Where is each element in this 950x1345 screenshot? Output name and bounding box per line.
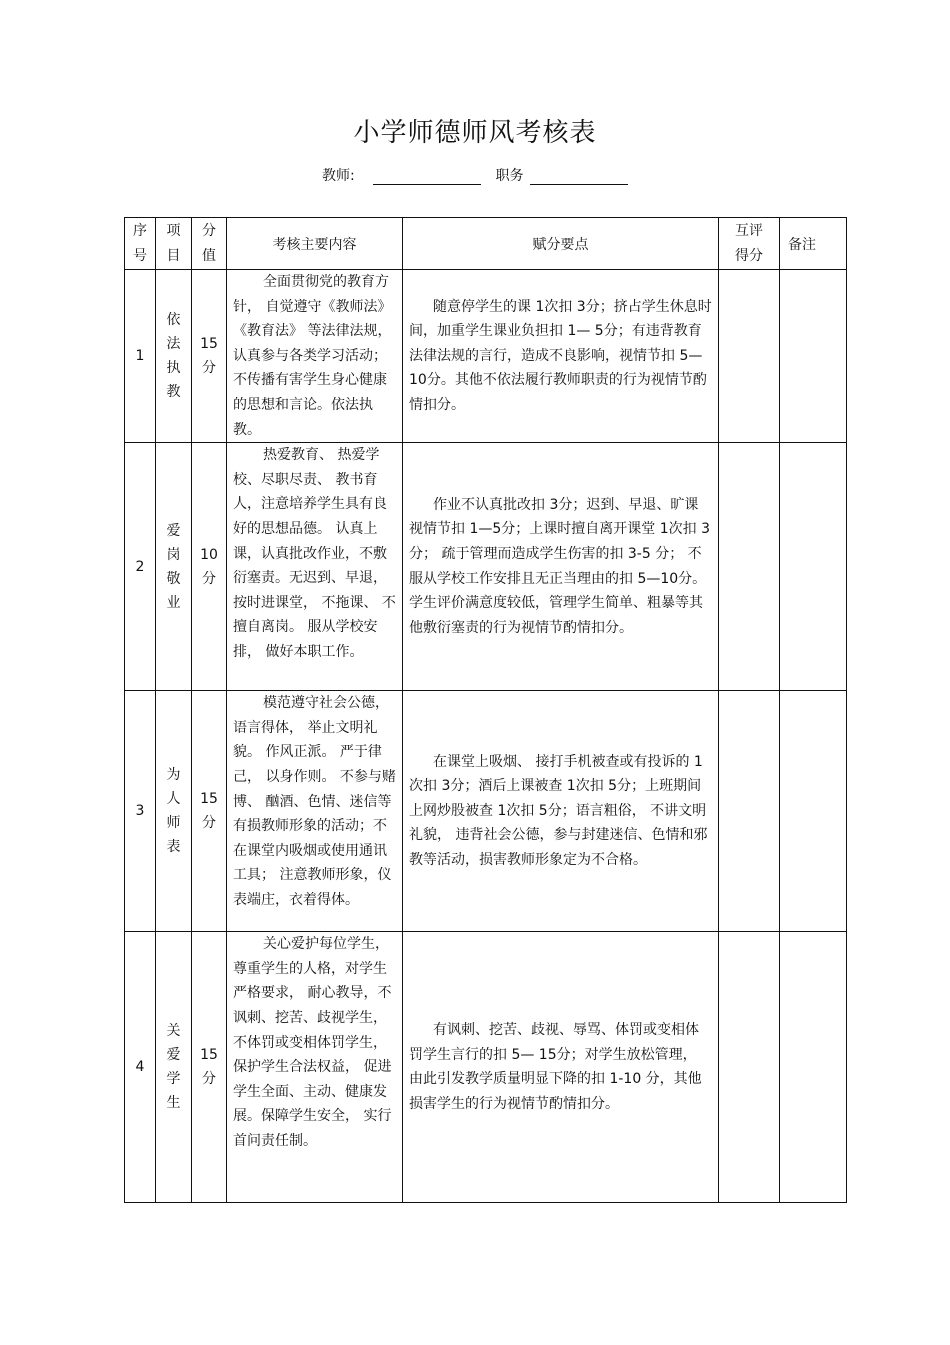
header-points: 赋分要点 xyxy=(403,218,719,270)
header-item: 项 目 xyxy=(156,218,192,270)
row-peer-score xyxy=(719,691,780,932)
row-points: 有讽刺、挖苦、歧视、辱骂、体罚或变相体罚学生言行的扣 5— 15分；对学生放松管理， 由此引发教学质量明显下降的扣 1-10 分，其他损害学生的行为视情节酌情扣分。 xyxy=(403,932,719,1203)
header-row xyxy=(125,218,847,270)
table-row xyxy=(125,443,847,691)
row-remark xyxy=(780,932,847,1203)
row-score: 10 分 xyxy=(192,443,227,691)
row-item: 为 人 师 表 xyxy=(156,691,192,932)
row-score: 15 分 xyxy=(192,691,227,932)
row-item: 爱 岗 敬 业 xyxy=(156,443,192,691)
row-points: 作业不认真批改扣 3分；迟到、早退、旷课视情节扣 1—5分；上课时擅自离开课堂 1次扣 3分； 疏于管理而造成学生伤害的扣 3-5 分； 不服从学校工作安排且无正当理由的扣 5—10分。学生评价满意度较低，管理学生简单、粗暴等其他敷衍塞责的行为视情节酌情扣分。 xyxy=(403,443,719,691)
row-number: 4 xyxy=(125,932,156,1203)
row-points: 在课堂上吸烟、 接打手机被查或有投诉的 1次扣 3分；酒后上课被查 1次扣 5分；上班期间上网炒股被查 1次扣 5分；语言粗俗， 不讲文明礼貌， 违背社会公德，参与封建迷信、色情和邪教等活动，损害教师形象定为不合格。 xyxy=(403,691,719,932)
row-item: 依 法 执 教 xyxy=(156,270,192,443)
row-content: 模范遵守社会公德，语言得体， 举止文明礼貌。 作风正派。 严于律己， 以身作则。 不参与赌博、 酗酒、色情、迷信等有损教师形象的活动；不在课堂内吸烟或使用通讯工具； 注意教师形象，仪表端庄，衣着得体。 xyxy=(227,691,403,932)
position-label: 职务 xyxy=(495,168,524,184)
header-score: 分 值 xyxy=(192,218,227,270)
row-content: 全面贯彻党的教育方针， 自觉遵守《教师法》《教育法》 等法律法规， 认真参与各类学习活动； 不传播有害学生身心健康的思想和言论。依法执教。 xyxy=(227,270,403,443)
table-row xyxy=(125,691,847,932)
assessment-table xyxy=(124,217,847,1203)
row-peer-score xyxy=(719,270,780,443)
row-item: 关 爱 学 生 xyxy=(156,932,192,1203)
row-number: 3 xyxy=(125,691,156,932)
header-peer-score: 互评 得分 xyxy=(719,218,780,270)
teacher-info-line xyxy=(0,165,950,185)
row-remark xyxy=(780,270,847,443)
header-content: 考核主要内容 xyxy=(227,218,403,270)
position-blank xyxy=(530,170,628,185)
header-remark: 备注 xyxy=(780,218,847,270)
page-title: 小学师德师风考核表 xyxy=(353,118,597,148)
row-number: 1 xyxy=(125,270,156,443)
row-remark xyxy=(780,691,847,932)
teacher-label: 教师: xyxy=(321,168,355,184)
header-no: 序 号 xyxy=(125,218,156,270)
row-peer-score xyxy=(719,932,780,1203)
row-points: 随意停学生的课 1次扣 3分；挤占学生休息时间，加重学生课业负担扣 1— 5分；有违背教育法律法规的言行，造成不良影响，视情节扣 5— 10分。其他不依法履行教师职责的行为视情节酌情扣分。 xyxy=(403,270,719,443)
row-peer-score xyxy=(719,443,780,691)
row-content: 关心爱护每位学生，尊重学生的人格，对学生严格要求， 耐心教导，不讽刺、挖苦、歧视学生， 不体罚或变相体罚学生， 保护学生合法权益， 促进学生全面、主动、健康发展。保障学生安全， 实行首问责任制。 xyxy=(227,932,403,1203)
row-score: 15 分 xyxy=(192,932,227,1203)
row-remark xyxy=(780,443,847,691)
row-score: 15 分 xyxy=(192,270,227,443)
table-row xyxy=(125,270,847,443)
row-content: 热爱教育、 热爱学校、尽职尽责、 教书育人，注意培养学生具有良好的思想品德。 认真上课，认真批改作业，不敷衍塞责。无迟到、早退， 按时进课堂， 不拖课、 不擅自离岗。 服从学校安排， 做好本职工作。 xyxy=(227,443,403,691)
row-number: 2 xyxy=(125,443,156,691)
table-row xyxy=(125,932,847,1203)
teacher-name-blank xyxy=(373,170,481,185)
